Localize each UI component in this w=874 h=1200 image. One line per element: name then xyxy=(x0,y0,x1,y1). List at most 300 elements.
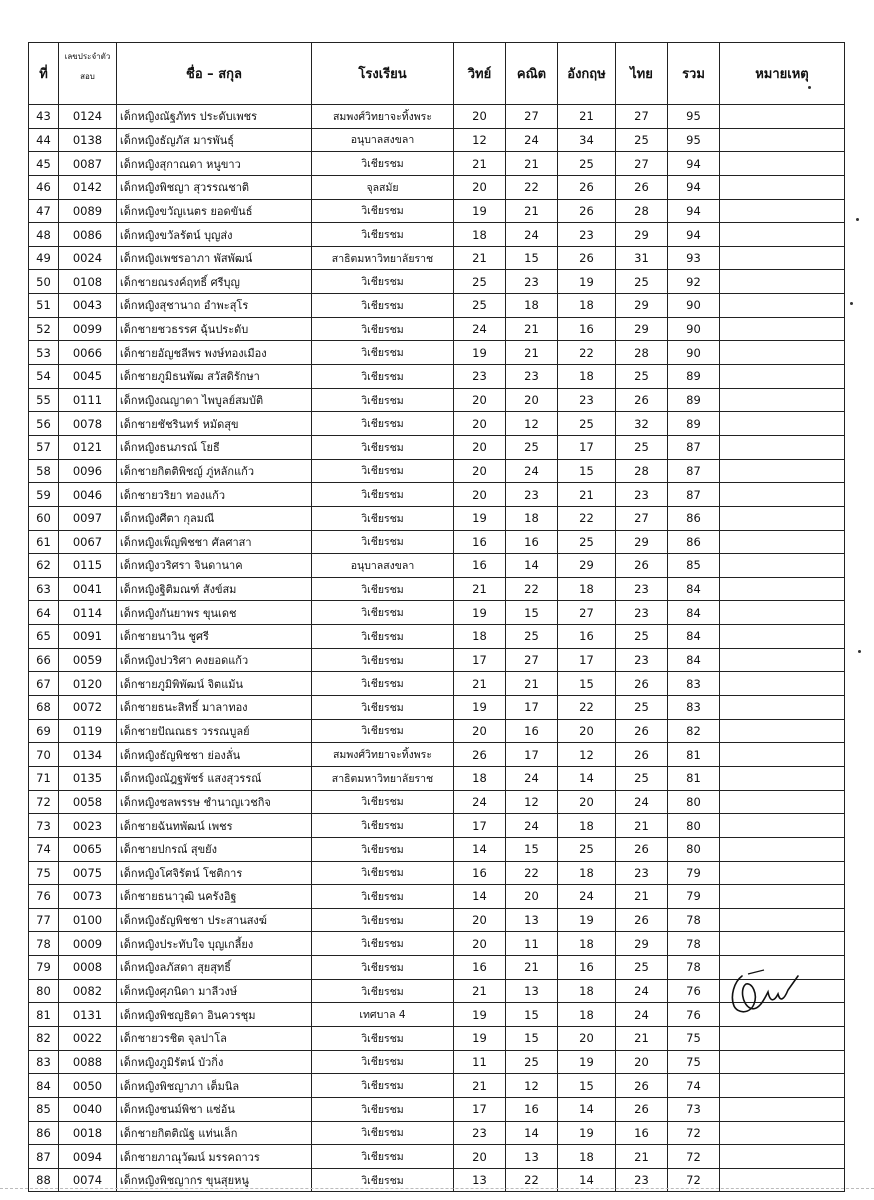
row-thai: 26 xyxy=(616,672,668,696)
row-school: วิเชียรชม xyxy=(312,152,454,176)
row-total: 89 xyxy=(668,388,720,412)
row-math: 15 xyxy=(506,1003,558,1027)
row-science: 21 xyxy=(454,152,506,176)
row-name: เด็กหญิงธนภรณ์ โยธี xyxy=(117,435,312,459)
row-no: 86 xyxy=(29,1121,59,1145)
row-no: 62 xyxy=(29,554,59,578)
row-science: 21 xyxy=(454,979,506,1003)
row-remark xyxy=(720,861,845,885)
row-no: 59 xyxy=(29,483,59,507)
row-no: 56 xyxy=(29,412,59,436)
row-remark xyxy=(720,128,845,152)
row-english: 29 xyxy=(558,554,616,578)
row-name: เด็กหญิงกันยาพร ขุนเดช xyxy=(117,601,312,625)
row-thai: 25 xyxy=(616,365,668,389)
row-english: 19 xyxy=(558,908,616,932)
row-name: เด็กหญิงเพ็ญพิชชา ศัลศาสา xyxy=(117,530,312,554)
row-exam-id: 0018 xyxy=(59,1121,117,1145)
row-science: 19 xyxy=(454,199,506,223)
speck-mark xyxy=(808,86,811,89)
row-school: วิเชียรชม xyxy=(312,932,454,956)
row-total: 87 xyxy=(668,459,720,483)
table-row xyxy=(29,317,845,341)
row-english: 14 xyxy=(558,766,616,790)
row-math: 22 xyxy=(506,861,558,885)
row-name: เด็กหญิงศุภนิดา มาลีวงษ์ xyxy=(117,979,312,1003)
row-remark xyxy=(720,625,845,649)
row-school: วิเชียรชม xyxy=(312,577,454,601)
row-science: 17 xyxy=(454,1097,506,1121)
table-row xyxy=(29,956,845,980)
row-exam-id: 0058 xyxy=(59,790,117,814)
row-math: 23 xyxy=(506,270,558,294)
row-science: 24 xyxy=(454,790,506,814)
row-thai: 21 xyxy=(616,814,668,838)
row-english: 18 xyxy=(558,577,616,601)
row-name: เด็กหญิงสุกาณดา หนูขาว xyxy=(117,152,312,176)
row-exam-id: 0108 xyxy=(59,270,117,294)
row-thai: 29 xyxy=(616,294,668,318)
row-total: 80 xyxy=(668,837,720,861)
row-school: วิเชียรชม xyxy=(312,1050,454,1074)
row-no: 50 xyxy=(29,270,59,294)
row-name: เด็กหญิงศีตา กุลมณี xyxy=(117,506,312,530)
row-school: วิเชียรชม xyxy=(312,956,454,980)
row-name: เด็กหญิงประทับใจ บุญเกลี้ยง xyxy=(117,932,312,956)
row-no: 81 xyxy=(29,1003,59,1027)
table-row xyxy=(29,388,845,412)
header-science: วิทย์ xyxy=(454,43,506,105)
row-no: 57 xyxy=(29,435,59,459)
row-math: 12 xyxy=(506,1074,558,1098)
row-total: 86 xyxy=(668,530,720,554)
row-remark xyxy=(720,554,845,578)
row-name: เด็กชายกิตติณัฐ แท่นเล็ก xyxy=(117,1121,312,1145)
row-science: 21 xyxy=(454,1074,506,1098)
row-math: 16 xyxy=(506,1097,558,1121)
row-english: 26 xyxy=(558,199,616,223)
row-exam-id: 0040 xyxy=(59,1097,117,1121)
header-exam-id: เลขประจำตัวสอบ xyxy=(59,43,117,105)
row-no: 58 xyxy=(29,459,59,483)
row-school: วิเชียรชม xyxy=(312,648,454,672)
row-thai: 25 xyxy=(616,270,668,294)
row-exam-id: 0078 xyxy=(59,412,117,436)
row-no: 82 xyxy=(29,1026,59,1050)
row-remark xyxy=(720,388,845,412)
row-no: 44 xyxy=(29,128,59,152)
row-total: 76 xyxy=(668,1003,720,1027)
row-thai: 23 xyxy=(616,601,668,625)
row-name: เด็กชายภาณุวัฒน์ มรรคถาวร xyxy=(117,1145,312,1169)
row-school: วิเชียรชม xyxy=(312,388,454,412)
row-english: 18 xyxy=(558,932,616,956)
row-name: เด็กชายชวธรรศ ฉุ้นประดับ xyxy=(117,317,312,341)
row-total: 79 xyxy=(668,885,720,909)
row-english: 17 xyxy=(558,435,616,459)
row-exam-id: 0094 xyxy=(59,1145,117,1169)
row-english: 24 xyxy=(558,885,616,909)
row-no: 75 xyxy=(29,861,59,885)
row-remark xyxy=(720,1145,845,1169)
row-exam-id: 0096 xyxy=(59,459,117,483)
header-no: ที่ xyxy=(29,43,59,105)
row-school: วิเชียรชม xyxy=(312,696,454,720)
row-remark xyxy=(720,246,845,270)
table-row xyxy=(29,790,845,814)
row-english: 27 xyxy=(558,601,616,625)
table-row xyxy=(29,506,845,530)
row-science: 13 xyxy=(454,1168,506,1192)
row-science: 23 xyxy=(454,365,506,389)
row-science: 19 xyxy=(454,341,506,365)
row-total: 80 xyxy=(668,790,720,814)
row-remark xyxy=(720,1050,845,1074)
row-math: 22 xyxy=(506,1168,558,1192)
row-no: 67 xyxy=(29,672,59,696)
row-science: 16 xyxy=(454,861,506,885)
table-row xyxy=(29,246,845,270)
row-exam-id: 0111 xyxy=(59,388,117,412)
row-no: 72 xyxy=(29,790,59,814)
row-english: 22 xyxy=(558,696,616,720)
row-exam-id: 0066 xyxy=(59,341,117,365)
table-row xyxy=(29,672,845,696)
row-total: 74 xyxy=(668,1074,720,1098)
row-remark xyxy=(720,105,845,129)
table-row xyxy=(29,105,845,129)
row-science: 20 xyxy=(454,719,506,743)
row-english: 23 xyxy=(558,388,616,412)
row-thai: 21 xyxy=(616,1145,668,1169)
row-remark xyxy=(720,648,845,672)
row-thai: 23 xyxy=(616,483,668,507)
row-science: 19 xyxy=(454,696,506,720)
row-name: เด็กชายฉันทพัฒน์ เพชร xyxy=(117,814,312,838)
row-school: สาธิตมหาวิทยาลัยราช xyxy=(312,246,454,270)
row-total: 87 xyxy=(668,483,720,507)
row-math: 16 xyxy=(506,719,558,743)
row-math: 21 xyxy=(506,341,558,365)
row-math: 12 xyxy=(506,412,558,436)
row-thai: 26 xyxy=(616,1097,668,1121)
row-school: วิเชียรชม xyxy=(312,814,454,838)
row-science: 19 xyxy=(454,506,506,530)
row-exam-id: 0043 xyxy=(59,294,117,318)
row-english: 20 xyxy=(558,790,616,814)
table-row xyxy=(29,412,845,436)
row-total: 78 xyxy=(668,956,720,980)
row-name: เด็กหญิงธัญภัส มารพันธุ์ xyxy=(117,128,312,152)
table-row xyxy=(29,719,845,743)
table-row xyxy=(29,365,845,389)
row-remark xyxy=(720,270,845,294)
row-remark xyxy=(720,672,845,696)
row-english: 16 xyxy=(558,625,616,649)
row-total: 90 xyxy=(668,317,720,341)
row-remark xyxy=(720,365,845,389)
row-total: 94 xyxy=(668,152,720,176)
row-name: เด็กชายธนะสิทธิ์ มาลาทอง xyxy=(117,696,312,720)
row-school: จุลสมัย xyxy=(312,175,454,199)
row-total: 92 xyxy=(668,270,720,294)
row-science: 25 xyxy=(454,294,506,318)
row-english: 18 xyxy=(558,861,616,885)
row-thai: 28 xyxy=(616,341,668,365)
row-science: 20 xyxy=(454,412,506,436)
row-remark xyxy=(720,1026,845,1050)
row-name: เด็กหญิงธัญพิชชา ย่องลั่น xyxy=(117,743,312,767)
row-name: เด็กหญิงโศจิรัตน์ โชติการ xyxy=(117,861,312,885)
row-thai: 23 xyxy=(616,577,668,601)
row-remark xyxy=(720,790,845,814)
row-exam-id: 0131 xyxy=(59,1003,117,1027)
row-school: วิเชียรชม xyxy=(312,530,454,554)
header-remark: หมายเหตุ xyxy=(720,43,845,105)
row-exam-id: 0041 xyxy=(59,577,117,601)
row-total: 90 xyxy=(668,341,720,365)
row-english: 18 xyxy=(558,294,616,318)
row-thai: 26 xyxy=(616,719,668,743)
row-thai: 27 xyxy=(616,506,668,530)
row-no: 80 xyxy=(29,979,59,1003)
row-math: 24 xyxy=(506,459,558,483)
row-math: 22 xyxy=(506,175,558,199)
row-math: 13 xyxy=(506,908,558,932)
row-total: 75 xyxy=(668,1026,720,1050)
row-thai: 25 xyxy=(616,435,668,459)
row-total: 82 xyxy=(668,719,720,743)
row-thai: 23 xyxy=(616,1168,668,1192)
row-math: 24 xyxy=(506,766,558,790)
row-english: 15 xyxy=(558,459,616,483)
row-no: 76 xyxy=(29,885,59,909)
row-name: เด็กชายอัญชลีพร พงษ์ทองเมือง xyxy=(117,341,312,365)
row-science: 20 xyxy=(454,175,506,199)
row-math: 17 xyxy=(506,743,558,767)
row-remark xyxy=(720,506,845,530)
row-school: วิเชียรชม xyxy=(312,719,454,743)
row-remark xyxy=(720,294,845,318)
row-thai: 24 xyxy=(616,979,668,1003)
table-row xyxy=(29,175,845,199)
speck-mark xyxy=(850,302,853,305)
table-row xyxy=(29,1121,845,1145)
row-thai: 23 xyxy=(616,861,668,885)
row-total: 89 xyxy=(668,412,720,436)
row-thai: 26 xyxy=(616,175,668,199)
row-math: 18 xyxy=(506,506,558,530)
row-thai: 26 xyxy=(616,908,668,932)
row-school: เทศบาล 4 xyxy=(312,1003,454,1027)
table-row xyxy=(29,1026,845,1050)
table-row xyxy=(29,341,845,365)
row-exam-id: 0024 xyxy=(59,246,117,270)
row-no: 66 xyxy=(29,648,59,672)
row-name: เด็กหญิงชนม์พิชา แซ่อ้น xyxy=(117,1097,312,1121)
row-total: 75 xyxy=(668,1050,720,1074)
row-name: เด็กหญิงฐิติมณฑ์ สังข์สม xyxy=(117,577,312,601)
row-total: 72 xyxy=(668,1121,720,1145)
table-row xyxy=(29,483,845,507)
row-no: 87 xyxy=(29,1145,59,1169)
table-row xyxy=(29,696,845,720)
table-body xyxy=(29,105,845,1192)
header-total: รวม xyxy=(668,43,720,105)
row-science: 20 xyxy=(454,1145,506,1169)
row-remark xyxy=(720,743,845,767)
row-english: 18 xyxy=(558,814,616,838)
row-name: เด็กหญิงสุชานาถ อำพะสุโร xyxy=(117,294,312,318)
row-exam-id: 0082 xyxy=(59,979,117,1003)
row-science: 20 xyxy=(454,435,506,459)
row-no: 49 xyxy=(29,246,59,270)
table-row xyxy=(29,152,845,176)
row-english: 17 xyxy=(558,648,616,672)
row-no: 47 xyxy=(29,199,59,223)
row-name: เด็กชายนาวิน ชูศรี xyxy=(117,625,312,649)
row-math: 20 xyxy=(506,885,558,909)
row-no: 74 xyxy=(29,837,59,861)
row-science: 20 xyxy=(454,459,506,483)
speck-mark xyxy=(856,218,859,221)
row-science: 25 xyxy=(454,270,506,294)
row-science: 24 xyxy=(454,317,506,341)
row-remark xyxy=(720,435,845,459)
row-total: 81 xyxy=(668,766,720,790)
row-english: 34 xyxy=(558,128,616,152)
table-row xyxy=(29,459,845,483)
row-science: 11 xyxy=(454,1050,506,1074)
table-row xyxy=(29,861,845,885)
row-english: 21 xyxy=(558,483,616,507)
row-thai: 16 xyxy=(616,1121,668,1145)
row-no: 69 xyxy=(29,719,59,743)
row-exam-id: 0008 xyxy=(59,956,117,980)
row-exam-id: 0088 xyxy=(59,1050,117,1074)
table-row xyxy=(29,223,845,247)
row-remark xyxy=(720,719,845,743)
row-name: เด็กชายวริยา ทองแก้ว xyxy=(117,483,312,507)
table-row xyxy=(29,1097,845,1121)
row-science: 23 xyxy=(454,1121,506,1145)
row-english: 18 xyxy=(558,365,616,389)
row-name: เด็กหญิงภูมิรัตน์ บัวกิ่ง xyxy=(117,1050,312,1074)
row-total: 85 xyxy=(668,554,720,578)
row-english: 12 xyxy=(558,743,616,767)
row-math: 15 xyxy=(506,601,558,625)
row-name: เด็กชายชัชรินทร์ หมัดสุข xyxy=(117,412,312,436)
row-remark xyxy=(720,577,845,601)
row-remark xyxy=(720,412,845,436)
row-exam-id: 0115 xyxy=(59,554,117,578)
row-total: 84 xyxy=(668,625,720,649)
row-total: 95 xyxy=(668,128,720,152)
row-english: 26 xyxy=(558,246,616,270)
row-name: เด็กหญิงชลพรรษ ชำนาญเวชกิจ xyxy=(117,790,312,814)
row-math: 27 xyxy=(506,648,558,672)
row-thai: 29 xyxy=(616,530,668,554)
row-thai: 25 xyxy=(616,128,668,152)
row-name: เด็กหญิงณัฐภัทร ประดับเพชร xyxy=(117,105,312,129)
row-math: 13 xyxy=(506,1145,558,1169)
row-school: สมพงศ์วิทยาจะทิ้งพระ xyxy=(312,743,454,767)
row-science: 20 xyxy=(454,932,506,956)
fold-line xyxy=(0,1188,874,1190)
row-no: 46 xyxy=(29,175,59,199)
row-name: เด็กชายภูมิพิพัฒน์ จิตแม้น xyxy=(117,672,312,696)
row-no: 85 xyxy=(29,1097,59,1121)
row-school: วิเชียรชม xyxy=(312,979,454,1003)
row-science: 18 xyxy=(454,625,506,649)
row-name: เด็กหญิงขวัญเนตร ยอดขันธ์ xyxy=(117,199,312,223)
row-english: 22 xyxy=(558,341,616,365)
row-math: 14 xyxy=(506,554,558,578)
row-total: 79 xyxy=(668,861,720,885)
row-exam-id: 0046 xyxy=(59,483,117,507)
row-english: 25 xyxy=(558,152,616,176)
row-exam-id: 0097 xyxy=(59,506,117,530)
row-total: 87 xyxy=(668,435,720,459)
table-row xyxy=(29,743,845,767)
row-english: 20 xyxy=(558,719,616,743)
row-school: วิเชียรชม xyxy=(312,341,454,365)
row-science: 21 xyxy=(454,577,506,601)
row-school: วิเชียรชม xyxy=(312,223,454,247)
row-name: เด็กหญิงพิชญธิดา อินควรชุม xyxy=(117,1003,312,1027)
row-science: 20 xyxy=(454,388,506,412)
table-row xyxy=(29,554,845,578)
row-exam-id: 0087 xyxy=(59,152,117,176)
row-science: 16 xyxy=(454,956,506,980)
row-math: 18 xyxy=(506,294,558,318)
row-thai: 28 xyxy=(616,459,668,483)
row-no: 71 xyxy=(29,766,59,790)
row-exam-id: 0072 xyxy=(59,696,117,720)
row-total: 84 xyxy=(668,577,720,601)
row-total: 83 xyxy=(668,672,720,696)
row-total: 78 xyxy=(668,908,720,932)
row-thai: 27 xyxy=(616,105,668,129)
row-math: 21 xyxy=(506,152,558,176)
row-school: วิเชียรชม xyxy=(312,317,454,341)
row-total: 90 xyxy=(668,294,720,318)
handwritten-signature xyxy=(724,962,804,1024)
row-no: 78 xyxy=(29,932,59,956)
row-exam-id: 0045 xyxy=(59,365,117,389)
row-school: วิเชียรชม xyxy=(312,885,454,909)
row-remark xyxy=(720,696,845,720)
row-science: 19 xyxy=(454,601,506,625)
row-english: 15 xyxy=(558,672,616,696)
row-exam-id: 0009 xyxy=(59,932,117,956)
row-remark xyxy=(720,341,845,365)
table-row xyxy=(29,908,845,932)
row-no: 65 xyxy=(29,625,59,649)
row-school: วิเชียรชม xyxy=(312,861,454,885)
row-total: 72 xyxy=(668,1145,720,1169)
row-school: วิเชียรชม xyxy=(312,625,454,649)
row-school: วิเชียรชม xyxy=(312,601,454,625)
row-school: อนุบาลสงขลา xyxy=(312,128,454,152)
score-table xyxy=(28,42,845,1192)
row-total: 80 xyxy=(668,814,720,838)
row-school: วิเชียรชม xyxy=(312,483,454,507)
row-no: 63 xyxy=(29,577,59,601)
row-english: 21 xyxy=(558,105,616,129)
row-total: 78 xyxy=(668,932,720,956)
table-row xyxy=(29,294,845,318)
